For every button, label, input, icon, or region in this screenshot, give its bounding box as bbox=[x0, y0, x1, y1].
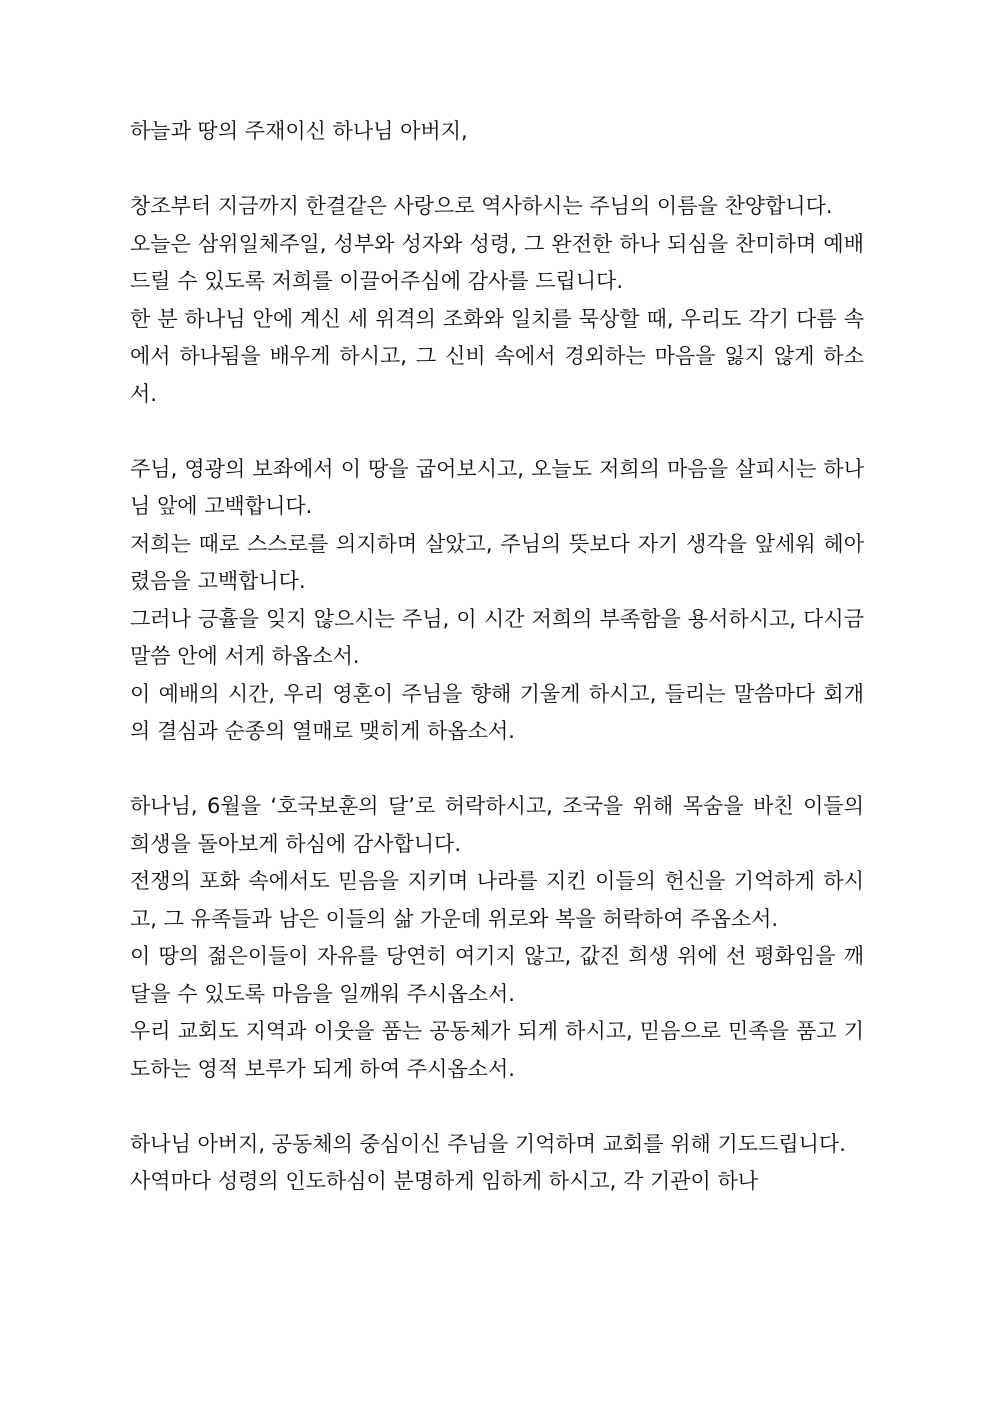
paragraph-worship: 이 예배의 시간, 우리 영혼이 주님을 향해 기울게 하시고, 들리는 말씀마다 회개의 결심과 순종의 열매로 맺히게 하옵소서. bbox=[130, 681, 864, 743]
paragraph-remembrance: 전쟁의 포화 속에서도 믿음을 지키며 나라를 지킨 이들의 헌신을 기억하게 하시고, 그 유족들과 남은 이들의 삶 가운데 위로와 복을 허락하여 주옵소서. bbox=[130, 869, 864, 931]
paragraph-trinity-sunday: 오늘은 삼위일체주일, 성부와 성자와 성령, 그 완전한 하나 되심을 찬미하며 예배드릴 수 있도록 저희를 이끌어주심에 감사를 드립니다. bbox=[130, 231, 864, 293]
paragraph-address: 하늘과 땅의 주재이신 하나님 아버지, bbox=[130, 119, 468, 143]
blank-line bbox=[130, 151, 864, 189]
paragraph-praise: 창조부터 지금까지 한결같은 사랑으로 역사하시는 주님의 이름을 찬양합니다. bbox=[130, 194, 833, 218]
paragraph-patriots-month: 하나님, 6월을 ‘호국보훈의 달’로 허락하시고, 조국을 위해 목숨을 바친 이들의 희생을 돌아보게 하심에 감사합니다. bbox=[130, 794, 864, 856]
paragraph-youth: 이 땅의 젊은이들이 자유를 당연히 여기지 않고, 값진 희생 위에 선 평화임을 깨달을 수 있도록 마음을 일깨워 주시옵소서. bbox=[130, 944, 864, 1006]
blank-line bbox=[130, 751, 864, 789]
paragraph-ministry: 사역마다 성령의 인도하심이 분명하게 임하게 하시고, 각 기관이 하나 bbox=[130, 1169, 759, 1193]
paragraph-confession: 저희는 때로 스스로를 의지하며 살았고, 주님의 뜻보다 자기 생각을 앞세워 헤아렸음을 고백합니다. bbox=[130, 531, 864, 593]
paragraph-unity: 한 분 하나님 안에 계신 세 위격의 조화와 일치를 묵상할 때, 우리도 각기 다름 속에서 하나됨을 배우게 하시고, 그 신비 속에서 경외하는 마음을 잃지 않게 하소서. bbox=[130, 306, 864, 406]
paragraph-church-community: 우리 교회도 지역과 이웃을 품는 공동체가 되게 하시고, 믿음으로 민족을 품고 기도하는 영적 보루가 되게 하여 주시옵소서. bbox=[130, 1019, 864, 1081]
blank-line bbox=[130, 1088, 864, 1126]
paragraph-church-prayer: 하나님 아버지, 공동체의 중심이신 주님을 기억하며 교회를 위해 기도드립니다. bbox=[130, 1131, 846, 1156]
blank-line bbox=[130, 413, 864, 451]
paragraph-forgiveness: 그러나 긍휼을 잊지 않으시는 주님, 이 시간 저희의 부족함을 용서하시고, 다시금 말씀 안에 서게 하옵소서. bbox=[130, 606, 864, 668]
paragraph-confession-intro: 주님, 영광의 보좌에서 이 땅을 굽어보시고, 오늘도 저희의 마음을 살피시는 하나님 앞에 고백합니다. bbox=[130, 456, 864, 518]
prayer-document bbox=[130, 113, 864, 1201]
